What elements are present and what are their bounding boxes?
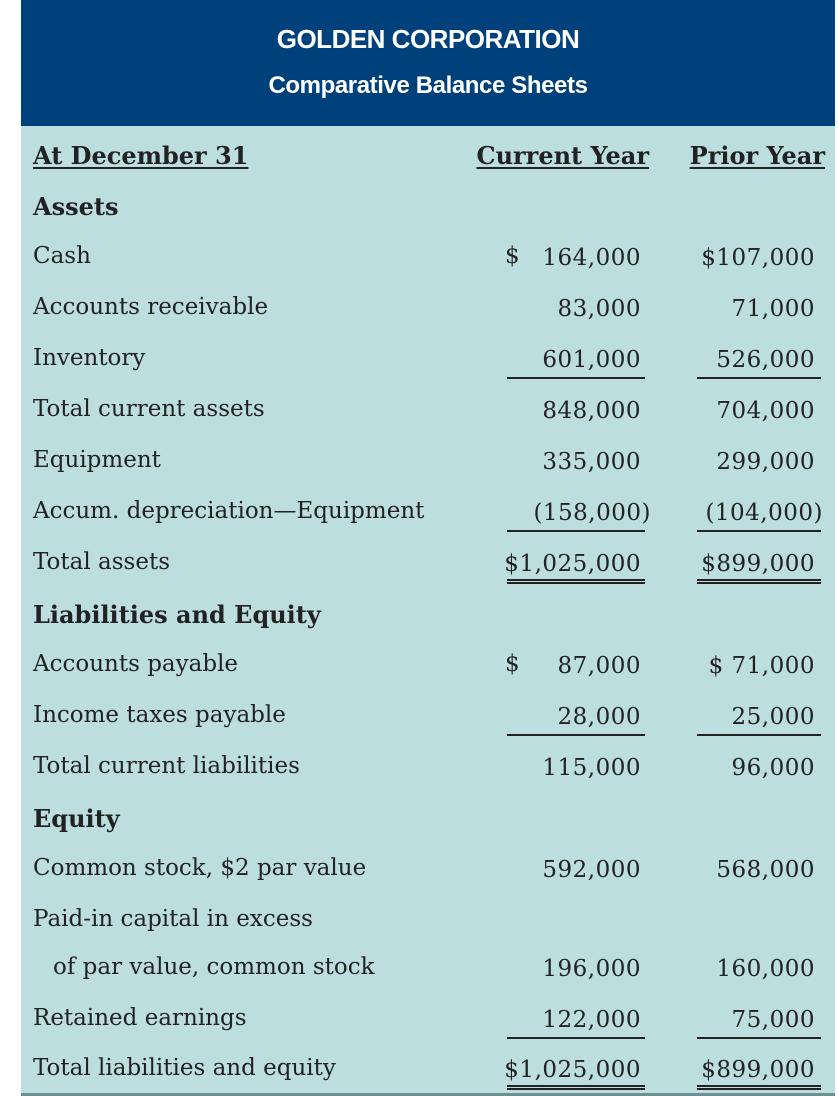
current-value: 848,000 [542, 398, 641, 424]
table-row [21, 896, 835, 946]
prior-value: 526,000 [716, 347, 815, 373]
current-value: 83,000 [557, 296, 641, 322]
subtotal-rule [507, 734, 645, 736]
row-label: Common stock, $2 par value [33, 855, 367, 881]
current-value: $1,025,000 [504, 1057, 641, 1083]
row-label: Equipment [33, 447, 161, 473]
table-row [21, 1045, 835, 1095]
report-title: Comparative Balance Sheets [268, 72, 588, 99]
row-label: Paid-in capital in excess [33, 906, 313, 932]
current-value: $1,025,000 [504, 551, 641, 577]
prior-value: 299,000 [716, 449, 815, 475]
current-value: 87,000 [557, 653, 641, 679]
current-value: 196,000 [542, 956, 641, 982]
table-row [21, 995, 835, 1045]
prior-value: 568,000 [716, 857, 815, 883]
table-row [21, 488, 835, 538]
liabilities-heading-row [21, 590, 835, 640]
current-year-header: Current Year [476, 141, 649, 170]
balance-sheet [21, 0, 835, 1096]
row-label: Retained earnings [33, 1005, 247, 1031]
row-label: Income taxes payable [33, 702, 286, 728]
company-name: GOLDEN CORPORATION [276, 24, 580, 54]
current-value: 28,000 [557, 704, 641, 730]
column-header-row [21, 131, 835, 181]
subtotal-rule [697, 1037, 821, 1039]
date-header: At December 31 [33, 141, 249, 170]
row-label: Total liabilities and equity [33, 1055, 336, 1081]
equity-heading-row [21, 794, 835, 844]
total-double-rule [507, 579, 645, 584]
current-value: 601,000 [542, 347, 641, 373]
prior-value: (104,000) [705, 500, 823, 526]
total-double-rule [697, 1085, 821, 1090]
table-row [21, 284, 835, 334]
prior-value: 71,000 [731, 296, 815, 322]
prior-value: $899,000 [701, 1057, 815, 1083]
prior-value: 25,000 [731, 704, 815, 730]
total-double-rule [697, 579, 821, 584]
row-label: Accum. depreciation—Equipment [33, 498, 425, 524]
row-label: Inventory [33, 345, 146, 371]
prior-year-header: Prior Year [689, 141, 825, 170]
table-row [21, 233, 835, 283]
section-heading: Liabilities and Equity [33, 600, 321, 629]
table-row [21, 386, 835, 436]
prior-value: 96,000 [731, 755, 815, 781]
current-value: 164,000 [542, 245, 641, 271]
prior-value: $ 71,000 [708, 653, 815, 679]
prior-value: $899,000 [701, 551, 815, 577]
subtotal-rule [507, 377, 645, 379]
prior-value: 704,000 [716, 398, 815, 424]
current-value: 115,000 [542, 755, 641, 781]
prior-value: 160,000 [716, 956, 815, 982]
table-row [21, 641, 835, 691]
table-row [21, 539, 835, 589]
dollar-sign: $ [505, 651, 520, 677]
subtotal-rule [507, 530, 645, 532]
subtotal-rule [697, 734, 821, 736]
section-heading: Equity [33, 804, 120, 833]
table-row [21, 437, 835, 487]
table-row [21, 743, 835, 793]
current-value: 335,000 [542, 449, 641, 475]
table-row [21, 845, 835, 895]
row-label: Cash [33, 243, 91, 269]
prior-value: $107,000 [701, 245, 815, 271]
total-double-rule [507, 1085, 645, 1090]
table-row [21, 692, 835, 742]
section-heading: Assets [33, 192, 119, 221]
current-value: 592,000 [542, 857, 641, 883]
current-value: (158,000) [533, 500, 651, 526]
row-label: Accounts receivable [33, 294, 269, 320]
row-label: Total current liabilities [33, 753, 300, 779]
prior-value: 75,000 [731, 1007, 815, 1033]
row-label: Accounts payable [33, 651, 239, 677]
subtotal-rule [697, 530, 821, 532]
title-banner [21, 0, 835, 126]
table-row [21, 944, 835, 994]
assets-heading-row [21, 182, 835, 232]
table-row [21, 335, 835, 385]
dollar-sign: $ [505, 243, 520, 269]
subtotal-rule [697, 377, 821, 379]
row-label: Total current assets [33, 396, 265, 422]
subtotal-rule [507, 1037, 645, 1039]
current-value: 122,000 [542, 1007, 641, 1033]
row-label: Total assets [33, 549, 171, 575]
row-label-continued: of par value, common stock [53, 954, 375, 980]
